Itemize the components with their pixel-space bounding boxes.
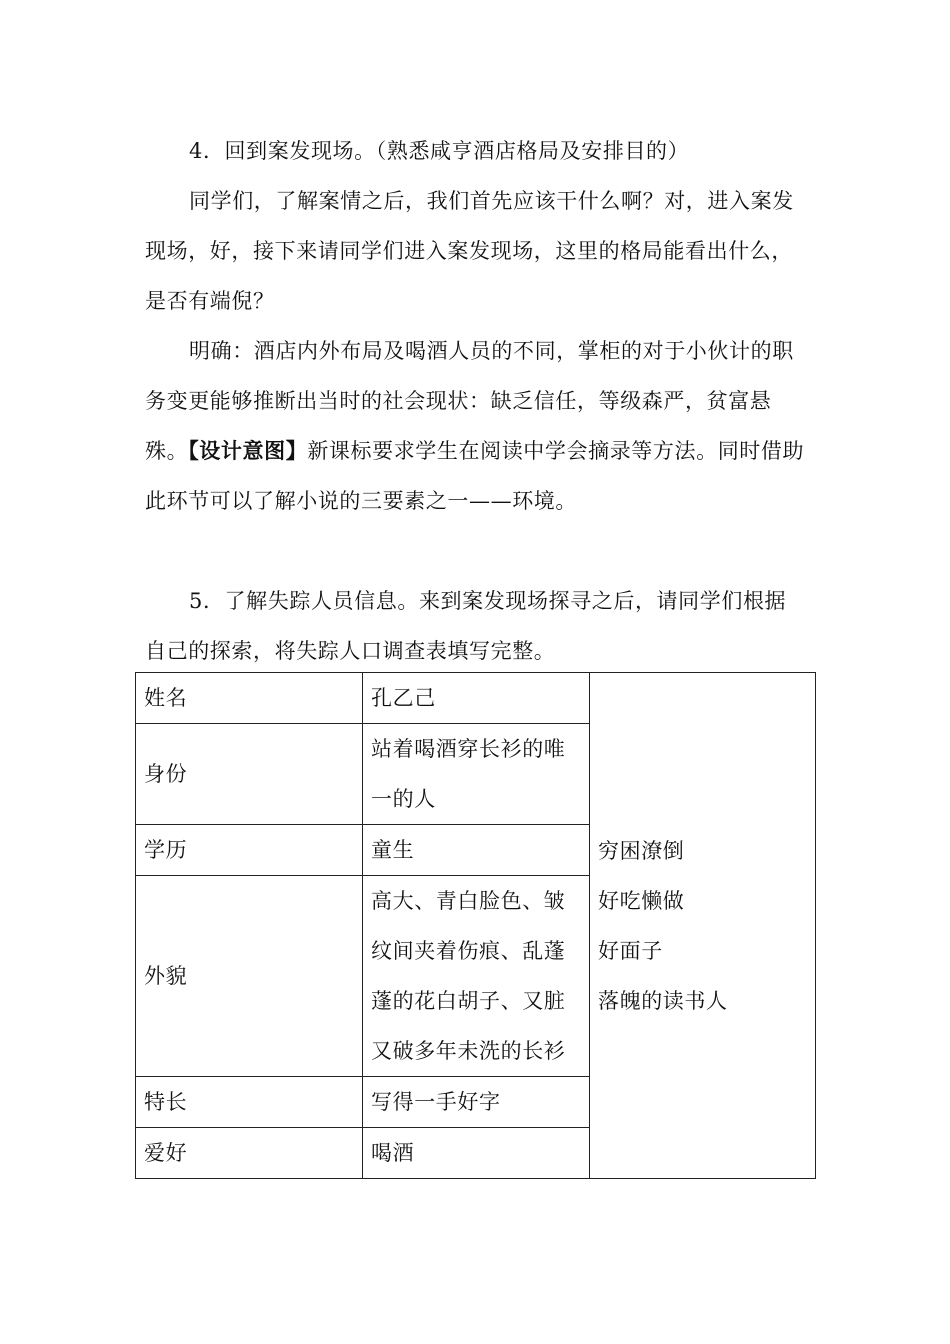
- table-row: [136, 673, 816, 724]
- missing-person-table: [135, 672, 816, 1179]
- summary-line: 好吃懒做: [598, 888, 685, 913]
- section-4-answer: [145, 326, 807, 526]
- row-label-appearance: 外貌: [136, 876, 363, 1077]
- row-value-hobby: 喝酒: [363, 1128, 590, 1179]
- row-value-appearance: 高大、青白脸色、皱纹间夹着伤痕、乱蓬蓬的花白胡子、又脏又破多年未洗的长衫: [363, 876, 590, 1077]
- row-value-identity: 站着喝酒穿长衫的唯一的人: [363, 724, 590, 825]
- design-intent-text: 新课标要求学生在阅读中学会摘录等方法。同时借助此环节可以了解小说的三要素之一——环境。: [145, 439, 805, 513]
- section-4-heading: 4．回到案发现场。（熟悉咸亨酒店格局及安排目的）: [189, 139, 690, 163]
- answer-text: 明确：酒店内外布局及喝酒人员的不同，掌柜的对于小伙计的职务变更能够推断出当时的社会现状：缺乏信任，等级森严，贫富悬殊。: [145, 339, 794, 463]
- summary-line: 穷困潦倒: [598, 838, 685, 863]
- section-5-intro: 5．了解失踪人员信息。来到案发现场探寻之后，请同学们根据自己的探索，将失踪人口调查表填写完整。: [145, 589, 787, 663]
- character-summary-cell: [590, 673, 816, 1179]
- row-label-specialty: 特长: [136, 1077, 363, 1128]
- row-value-name: 孔乙己: [363, 673, 590, 724]
- summary-line: 好面子: [598, 938, 663, 963]
- row-value-specialty: 写得一手好字: [363, 1077, 590, 1128]
- row-label-name: 姓名: [136, 673, 363, 724]
- row-label-identity: 身份: [136, 724, 363, 825]
- row-label-hobby: 爱好: [136, 1128, 363, 1179]
- row-label-education: 学历: [136, 825, 363, 876]
- design-intent-label: 【设计意图】: [188, 438, 308, 463]
- row-value-education: 童生: [363, 825, 590, 876]
- section-4-question: 同学们，了解案情之后，我们首先应该干什么啊？对，进入案发现场，好，接下来请同学们进入案发现场，这里的格局能看出什么，是否有端倪？: [145, 189, 794, 313]
- summary-line: 落魄的读书人: [598, 988, 728, 1013]
